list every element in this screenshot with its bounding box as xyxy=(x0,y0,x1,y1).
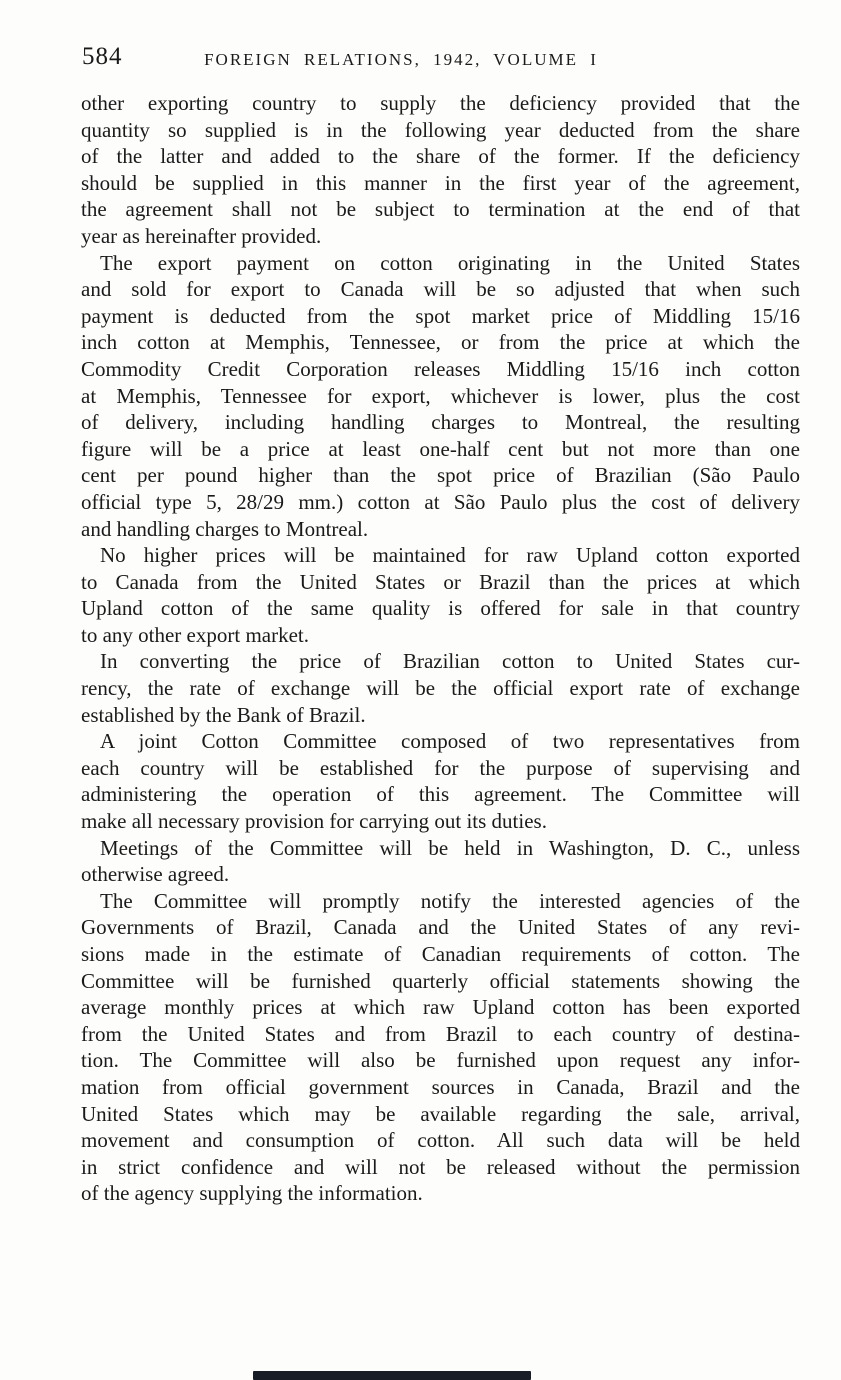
page-number: 584 xyxy=(82,43,123,70)
text-line: at Memphis, Tennessee for export, whichever is lower, plus the cost xyxy=(81,383,800,408)
text-line: inch cotton at Memphis, Tennessee, or from the price at which the xyxy=(81,330,800,355)
text-line: in strict confidence and will not be released without the permission xyxy=(81,1154,800,1179)
text-line: In converting the price of Brazilian cotton to United States cur- xyxy=(100,649,800,674)
text-line: figure will be a price at least one-half cent but not more than one xyxy=(81,436,800,461)
paragraph xyxy=(81,888,800,1207)
text-line: the agreement shall not be subject to termination at the end of that xyxy=(81,197,800,222)
page-body xyxy=(81,90,800,1207)
text-line: quantity so supplied is in the following year deducted from the share xyxy=(81,117,800,142)
text-line: official type 5, 28/29 mm.) cotton at São Paulo plus the cost of delivery xyxy=(81,489,800,514)
text-line: each country will be established for the purpose of supervising and xyxy=(81,755,800,780)
text-line: The export payment on cotton originating in the United States xyxy=(100,250,800,275)
text-line: year as hereinafter provided. xyxy=(81,223,322,248)
text-line: of the latter and added to the share of the former. If the deficiency xyxy=(81,144,800,169)
text-line: Governments of Brazil, Canada and the United States of any revi- xyxy=(81,915,800,940)
paragraph xyxy=(81,250,800,543)
text-line: from the United States and from Brazil to each country of destina- xyxy=(81,1021,800,1046)
text-line: Upland cotton of the same quality is offered for sale in that country xyxy=(81,596,800,621)
paragraph xyxy=(81,90,800,250)
text-line: Meetings of the Committee will be held in Washington, D. C., unless xyxy=(100,835,800,860)
text-line: rency, the rate of exchange will be the official export rate of exchange xyxy=(81,676,800,701)
text-line: movement and consumption of cotton. All such data will be held xyxy=(81,1128,800,1153)
text-line: A joint Cotton Committee composed of two representatives from xyxy=(100,729,800,754)
text-line: of delivery, including handling charges to Montreal, the resulting xyxy=(81,410,800,435)
text-line: cent per pound higher than the spot price of Brazilian (São Paulo xyxy=(81,463,800,488)
text-line: to Canada from the United States or Brazil than the prices at which xyxy=(81,569,800,594)
paragraph xyxy=(81,728,800,834)
text-line: administering the operation of this agreement. The Committee will xyxy=(81,782,800,807)
text-line: payment is deducted from the spot market price of Middling 15/16 xyxy=(81,303,800,328)
text-line: United States which may be available regarding the sale, arrival, xyxy=(81,1101,800,1126)
text-line: other exporting country to supply the deficiency provided that the xyxy=(81,91,800,115)
text-line: average monthly prices at which raw Upland cotton has been exported xyxy=(81,995,800,1020)
paragraph xyxy=(81,648,800,728)
paragraph xyxy=(81,835,800,888)
text-line: otherwise agreed. xyxy=(81,862,230,887)
text-line: and handling charges to Montreal. xyxy=(81,516,369,541)
text-line: to any other export market. xyxy=(81,622,310,647)
text-line: Committee will be furnished quarterly official statements showing the xyxy=(81,968,800,993)
text-line: tion. The Committee will also be furnished upon request any infor- xyxy=(81,1048,800,1073)
text-line: The Committee will promptly notify the interested agencies of the xyxy=(100,888,800,913)
text-line: make all necessary provision for carrying out its duties. xyxy=(81,809,547,834)
text-line: and sold for export to Canada will be so adjusted that when such xyxy=(81,277,800,302)
paragraph xyxy=(81,542,800,648)
text-line: sions made in the estimate of Canadian requirements of cotton. The xyxy=(81,942,800,966)
text-line: mation from official government sources in Canada, Brazil and the xyxy=(81,1074,800,1099)
text-line: No higher prices will be maintained for raw Upland cotton exported xyxy=(100,543,800,568)
text-line: should be supplied in this manner in the first year of the agreement, xyxy=(81,170,800,195)
text-line: of the agency supplying the information. xyxy=(81,1181,423,1206)
running-head: FOREIGN RELATIONS, 1942, VOLUME I xyxy=(204,50,598,69)
home-indicator-bar xyxy=(253,1371,531,1380)
text-line: established by the Bank of Brazil. xyxy=(81,702,366,727)
text-line: Commodity Credit Corporation releases Middling 15/16 inch cotton xyxy=(81,356,800,381)
